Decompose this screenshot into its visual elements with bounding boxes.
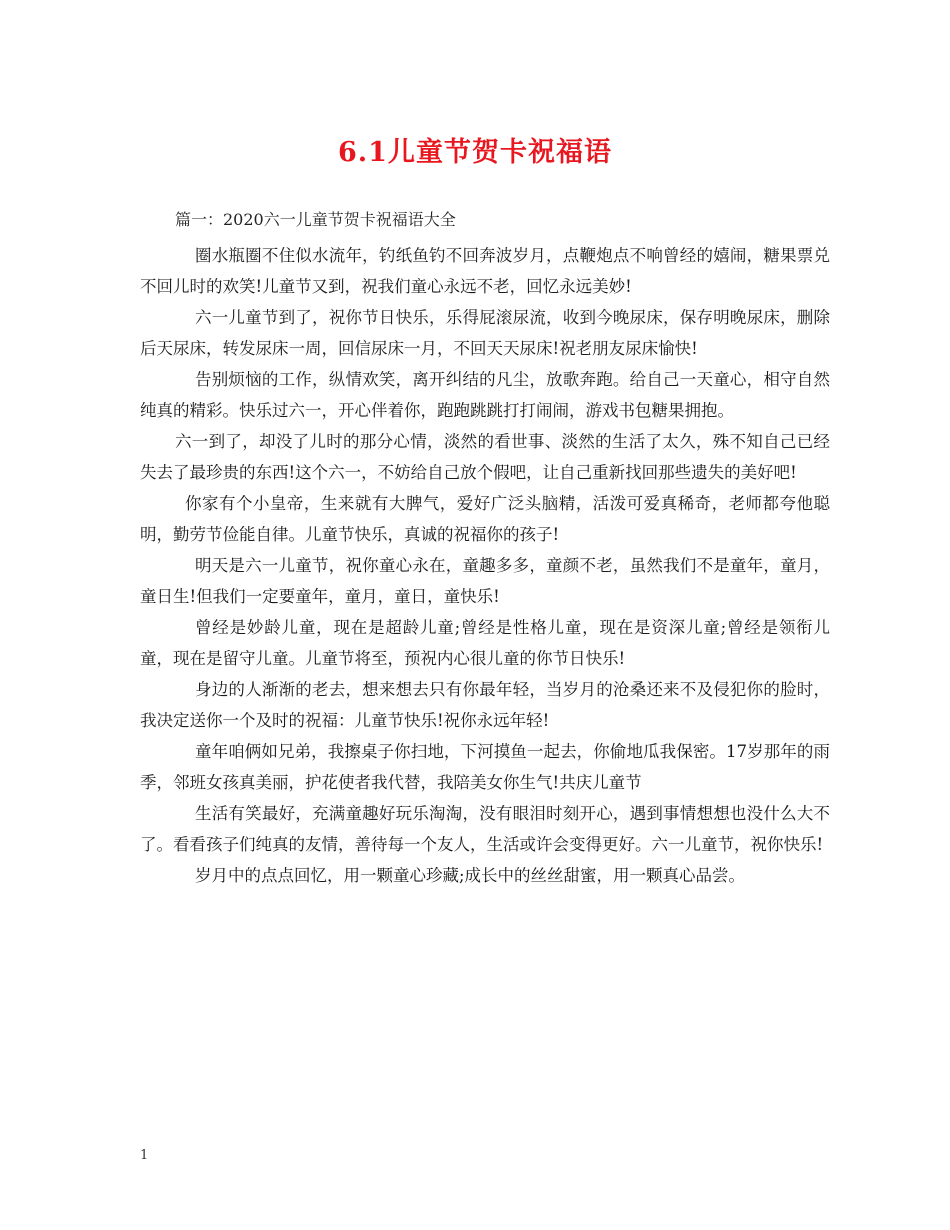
paragraph-8: 身边的人渐渐的老去，想来想去只有你最年轻，当岁月的沧桑还来不及侵犯你的脸时，我决定送你一个及时的祝福：儿童节快乐!祝你永远年轻! [140,680,830,730]
paragraph-11: 岁月中的点点回忆，用一颗童心珍藏;成长中的丝丝甜蜜，用一颗真心品尝。 [195,866,746,885]
paragraph-6: 明天是六一儿童节，祝你童心永在，童趣多多，童颜不老，虽然我们不是童年，童月，童日生!但我们一定要童年，童月，童日，童快乐! [140,556,830,606]
paragraph-10: 生活有笑最好，充满童趣好玩乐淘淘，没有眼泪时刻开心，遇到事情想想也没什么大不了。看看孩子们纯真的友情，善待每一个友人，生活或许会变得更好。六一儿童节，祝你快乐! [140,804,830,854]
paragraph-1: 圈水瓶圈不住似水流年，钓纸鱼钓不回奔波岁月，点鞭炮点不响曾经的嬉闹，糖果票兑不回儿时的欢笑!儿童节又到，祝我们童心永远不老，回忆永远美妙! [140,246,830,296]
paragraph-3: 告别烦恼的工作，纵情欢笑，离开纠结的凡尘，放歌奔跑。给自己一天童心，相守自然纯真的精彩。快乐过六一，开心伴着你，跑跑跳跳打打闹闹，游戏书包糖果拥抱。 [140,370,830,420]
section-heading: 篇一：2020六一儿童节贺卡祝福语大全 [175,210,456,229]
paragraph-7: 曾经是妙龄儿童，现在是超龄儿童;曾经是性格儿童，现在是资深儿童;曾经是领衔儿童，现在是留守儿童。儿童节将至，预祝内心很儿童的你节日快乐! [140,618,830,668]
document-body [140,240,830,891]
paragraph-4: 六一到了，却没了儿时的那分心情，淡然的看世事、淡然的生活了太久，殊不知自己已经失去了最珍贵的东西!这个六一，不妨给自己放个假吧，让自己重新找回那些遗失的美好吧! [140,432,830,482]
page-number: 1 [140,1148,149,1163]
paragraph-5: 你家有个小皇帝，生来就有大脾气，爱好广泛头脑精，活泼可爱真稀奇，老师都夸他聪明，勤劳节俭能自律。儿童节快乐，真诚的祝福你的孩子! [140,494,830,544]
paragraph-2: 六一儿童节到了，祝你节日快乐，乐得屁滚尿流，收到今晚尿床，保存明晚尿床，删除后天尿床，转发尿床一周，回信尿床一月，不回天天尿床!祝老朋友尿床愉快! [140,308,830,358]
document-title: 6.1儿童节贺卡祝福语 [338,137,612,168]
paragraph-9: 童年咱俩如兄弟，我擦桌子你扫地，下河摸鱼一起去，你偷地瓜我保密。17岁那年的雨季，邻班女孩真美丽，护花使者我代替，我陪美女你生气!共庆儿童节 [140,742,830,792]
